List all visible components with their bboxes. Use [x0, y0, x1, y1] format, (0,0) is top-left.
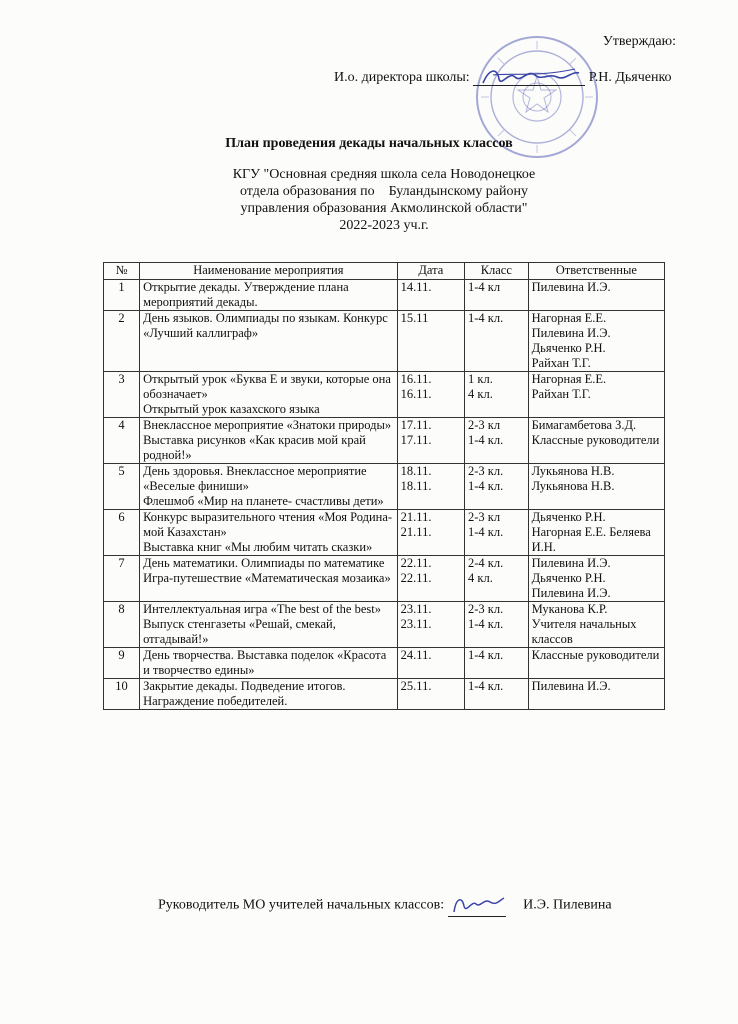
event-name-cell-line: День творчества. Выставка поделок «Красота и творчество едины» — [143, 648, 387, 677]
event-responsible-cell-line: Муканова К.Р. — [531, 602, 608, 616]
organization-block — [190, 166, 578, 234]
event-class-cell — [465, 418, 529, 464]
event-date-cell-line: 24.11. — [400, 648, 432, 662]
event-class-cell — [465, 648, 529, 679]
table-row — [104, 280, 665, 311]
event-name-cell — [140, 418, 398, 464]
event-name-cell — [140, 280, 398, 311]
event-class-cell — [465, 556, 529, 602]
event-name-cell — [140, 648, 398, 679]
event-responsible-cell-line: Нагорная Е.Е. Беляева И.Н. — [531, 525, 651, 554]
event-responsible-cell-line: Пилевина И.Э. — [531, 326, 611, 340]
academic-year: 2022-2023 уч.г. — [339, 218, 429, 233]
event-class-cell-line: 1-4 кл. — [468, 525, 504, 539]
table-row — [104, 510, 665, 556]
event-name-cell-line: Игра-путешествие «Математическая мозаика» — [143, 571, 391, 585]
table-header-row — [104, 263, 665, 280]
event-date-cell — [397, 464, 464, 510]
event-name-cell — [140, 556, 398, 602]
event-name-cell — [140, 510, 398, 556]
document-title: План проведения декады начальных классов — [225, 136, 513, 151]
event-date-cell-line: 23.11. — [400, 602, 432, 616]
event-responsible-cell — [528, 648, 664, 679]
event-responsible-cell-line: Дьяченко Р.Н. — [531, 510, 606, 524]
row-number: 5 — [104, 464, 140, 510]
event-responsible-cell-line: Нагорная Е.Е. — [531, 372, 607, 386]
event-date-cell — [397, 602, 464, 648]
event-name-cell — [140, 311, 398, 372]
event-date-cell-line: 17.11. — [400, 418, 432, 432]
row-number: 9 — [104, 648, 140, 679]
event-responsible-cell-line: Дьяченко Р.Н. — [531, 341, 606, 355]
event-class-cell-line: 1-4 кл. — [468, 617, 504, 631]
director-signature — [479, 63, 583, 89]
table-row — [104, 464, 665, 510]
event-name-cell-line: Внеклассное мероприятие «Знатоки природы» — [143, 418, 392, 432]
event-responsible-cell-line: Классные руководители — [531, 433, 660, 447]
event-date-cell-line: 21.11. — [400, 510, 432, 524]
event-class-cell-line: 1-4 кл. — [468, 679, 504, 693]
signature-line — [473, 71, 585, 86]
org-line: управления образования Акмолинской области" — [240, 201, 528, 216]
row-number: 4 — [104, 418, 140, 464]
event-responsible-cell-line: Пилевина И.Э. — [531, 586, 611, 600]
event-class-cell-line: 1-4 кл. — [468, 479, 504, 493]
header-name: Наименование мероприятия — [140, 263, 398, 280]
event-responsible-cell-line: Пилевина И.Э. Дьяченко Р.Н. — [531, 556, 611, 585]
event-name-cell — [140, 464, 398, 510]
row-number: 3 — [104, 372, 140, 418]
event-name-cell-line: День здоровья. Внеклассное мероприятие «Веселые финиши» — [143, 464, 367, 493]
row-number: 10 — [104, 679, 140, 710]
footer-signature — [158, 894, 612, 917]
event-responsible-cell-line: Бимагамбетова З.Д. — [531, 418, 637, 432]
event-date-cell-line: 18.11. — [400, 479, 432, 493]
table-body — [104, 280, 665, 710]
event-class-cell — [465, 510, 529, 556]
event-name-cell — [140, 372, 398, 418]
event-responsible-cell-line: Лукьянова Н.В. — [531, 479, 615, 493]
table-row — [104, 556, 665, 602]
event-class-cell-line: 1-4 кл. — [468, 648, 504, 662]
row-number: 1 — [104, 280, 140, 311]
event-name-cell-line: Выставка книг «Мы любим читать сказки» — [143, 540, 373, 554]
event-responsible-cell — [528, 418, 664, 464]
org-line: отдела образования по Буландынскому району — [239, 184, 528, 199]
event-name-cell-line: Закрытие декады. Подведение итогов. Награждение победителей. — [143, 679, 346, 708]
event-class-cell-line: 2-3 кл — [468, 418, 501, 432]
row-number: 2 — [104, 311, 140, 372]
table-row — [104, 418, 665, 464]
header-num: № — [104, 263, 140, 280]
event-name-cell — [140, 602, 398, 648]
event-responsible-cell — [528, 464, 664, 510]
header-class: Класс — [465, 263, 529, 280]
footer-name: И.Э. Пилевина — [523, 897, 612, 913]
table-row — [104, 602, 665, 648]
event-name-cell-line: Интеллектуальная игра «The best of the best» — [143, 602, 381, 616]
event-responsible-cell — [528, 602, 664, 648]
director-signature-line — [334, 70, 672, 86]
event-responsible-cell — [528, 679, 664, 710]
event-class-cell — [465, 372, 529, 418]
event-class-cell — [465, 311, 529, 372]
event-class-cell-line: 2-3 кл. — [468, 464, 504, 478]
event-name-cell-line: Открытый урок «Буква Е и звуки, которые она обозначает» — [143, 372, 391, 401]
table-row — [104, 648, 665, 679]
event-date-cell-line: 16.11. — [400, 387, 432, 401]
event-responsible-cell-line: Пилевина И.Э. — [531, 679, 611, 693]
footer-signature-line — [448, 894, 506, 917]
event-name-cell-line: День математики. Олимпиады по математике — [143, 556, 385, 570]
event-responsible-cell — [528, 311, 664, 372]
event-class-cell-line: 2-3 кл — [468, 510, 501, 524]
footer-label: Руководитель МО учителей начальных классов: — [158, 897, 445, 913]
event-class-cell-line: 2-3 кл. — [468, 602, 504, 616]
event-responsible-cell-line: Райхан Т.Г. — [531, 356, 591, 370]
event-responsible-cell — [528, 372, 664, 418]
event-name-cell-line: Флешмоб «Мир на планете- счастливы дети» — [143, 494, 384, 508]
event-responsible-cell — [528, 510, 664, 556]
event-date-cell-line: 21.11. — [400, 525, 432, 539]
event-date-cell — [397, 418, 464, 464]
event-date-cell-line: 22.11. — [400, 556, 432, 570]
teacher-signature — [448, 894, 506, 916]
event-name-cell-line: Выставка рисунков «Как красив мой край родной!» — [143, 433, 366, 462]
event-class-cell — [465, 679, 529, 710]
event-date-cell — [397, 510, 464, 556]
approval-label: Утверждаю: — [602, 34, 676, 49]
event-date-cell-line: 17.11. — [400, 433, 432, 447]
event-class-cell — [465, 280, 529, 311]
header-date: Дата — [397, 263, 464, 280]
event-date-cell-line: 25.11. — [400, 679, 432, 693]
event-class-cell-line: 2-4 кл. — [468, 556, 504, 570]
table-row — [104, 311, 665, 372]
event-date-cell — [397, 648, 464, 679]
event-responsible-cell — [528, 280, 664, 311]
event-date-cell-line: 23.11. — [400, 617, 432, 631]
event-name-cell-line: Выпуск стенгазеты «Решай, смекай, отгадывай!» — [143, 617, 336, 646]
table-row — [104, 372, 665, 418]
events-plan-table — [103, 262, 665, 710]
row-number: 7 — [104, 556, 140, 602]
event-responsible-cell-line: Пилевина И.Э. — [531, 280, 611, 294]
event-responsible-cell-line: Райхан Т.Г. — [531, 387, 591, 401]
header-responsible: Ответственные — [528, 263, 664, 280]
event-responsible-cell-line: Классные руководители — [531, 648, 660, 662]
event-class-cell-line: 4 кл. — [468, 387, 493, 401]
event-date-cell-line: 18.11. — [400, 464, 432, 478]
event-responsible-cell-line: Нагорная Е.Е. — [531, 311, 607, 325]
event-date-cell-line: 15.11 — [400, 311, 429, 325]
event-class-cell-line: 1-4 кл — [468, 280, 501, 294]
event-date-cell-line: 14.11. — [400, 280, 432, 294]
event-responsible-cell-line: Лукьянова Н.В. — [531, 464, 615, 478]
org-line: КГУ "Основная средняя школа села Новодонецкое — [232, 167, 536, 182]
event-class-cell — [465, 464, 529, 510]
event-name-cell-line: Конкурс выразительного чтения «Моя Родина-мой Казахстан» — [143, 510, 393, 539]
event-class-cell-line: 1-4 кл. — [468, 311, 504, 325]
event-name-cell-line: Открытие декады. Утверждение плана мероприятий декады. — [143, 280, 349, 309]
event-name-cell — [140, 679, 398, 710]
event-date-cell — [397, 556, 464, 602]
event-responsible-cell-line: Учителя начальных классов — [531, 617, 637, 646]
event-class-cell-line: 1-4 кл. — [468, 433, 504, 447]
row-number: 8 — [104, 602, 140, 648]
event-class-cell — [465, 602, 529, 648]
row-number: 6 — [104, 510, 140, 556]
event-date-cell-line: 22.11. — [400, 571, 432, 585]
director-prefix: И.о. директора школы: — [334, 70, 470, 85]
event-date-cell — [397, 311, 464, 372]
event-date-cell-line: 16.11. — [400, 372, 432, 386]
table-row — [104, 679, 665, 710]
event-date-cell — [397, 372, 464, 418]
event-class-cell-line: 4 кл. — [468, 571, 493, 585]
event-date-cell — [397, 679, 464, 710]
event-name-cell-line: Открытый урок казахского языка — [143, 402, 320, 416]
event-class-cell-line: 1 кл. — [468, 372, 493, 386]
event-date-cell — [397, 280, 464, 311]
event-responsible-cell — [528, 556, 664, 602]
event-name-cell-line: День языков. Олимпиады по языкам. Конкурс «Лучший каллиграф» — [143, 311, 388, 340]
director-name: Р.Н. Дьяченко — [588, 70, 672, 85]
